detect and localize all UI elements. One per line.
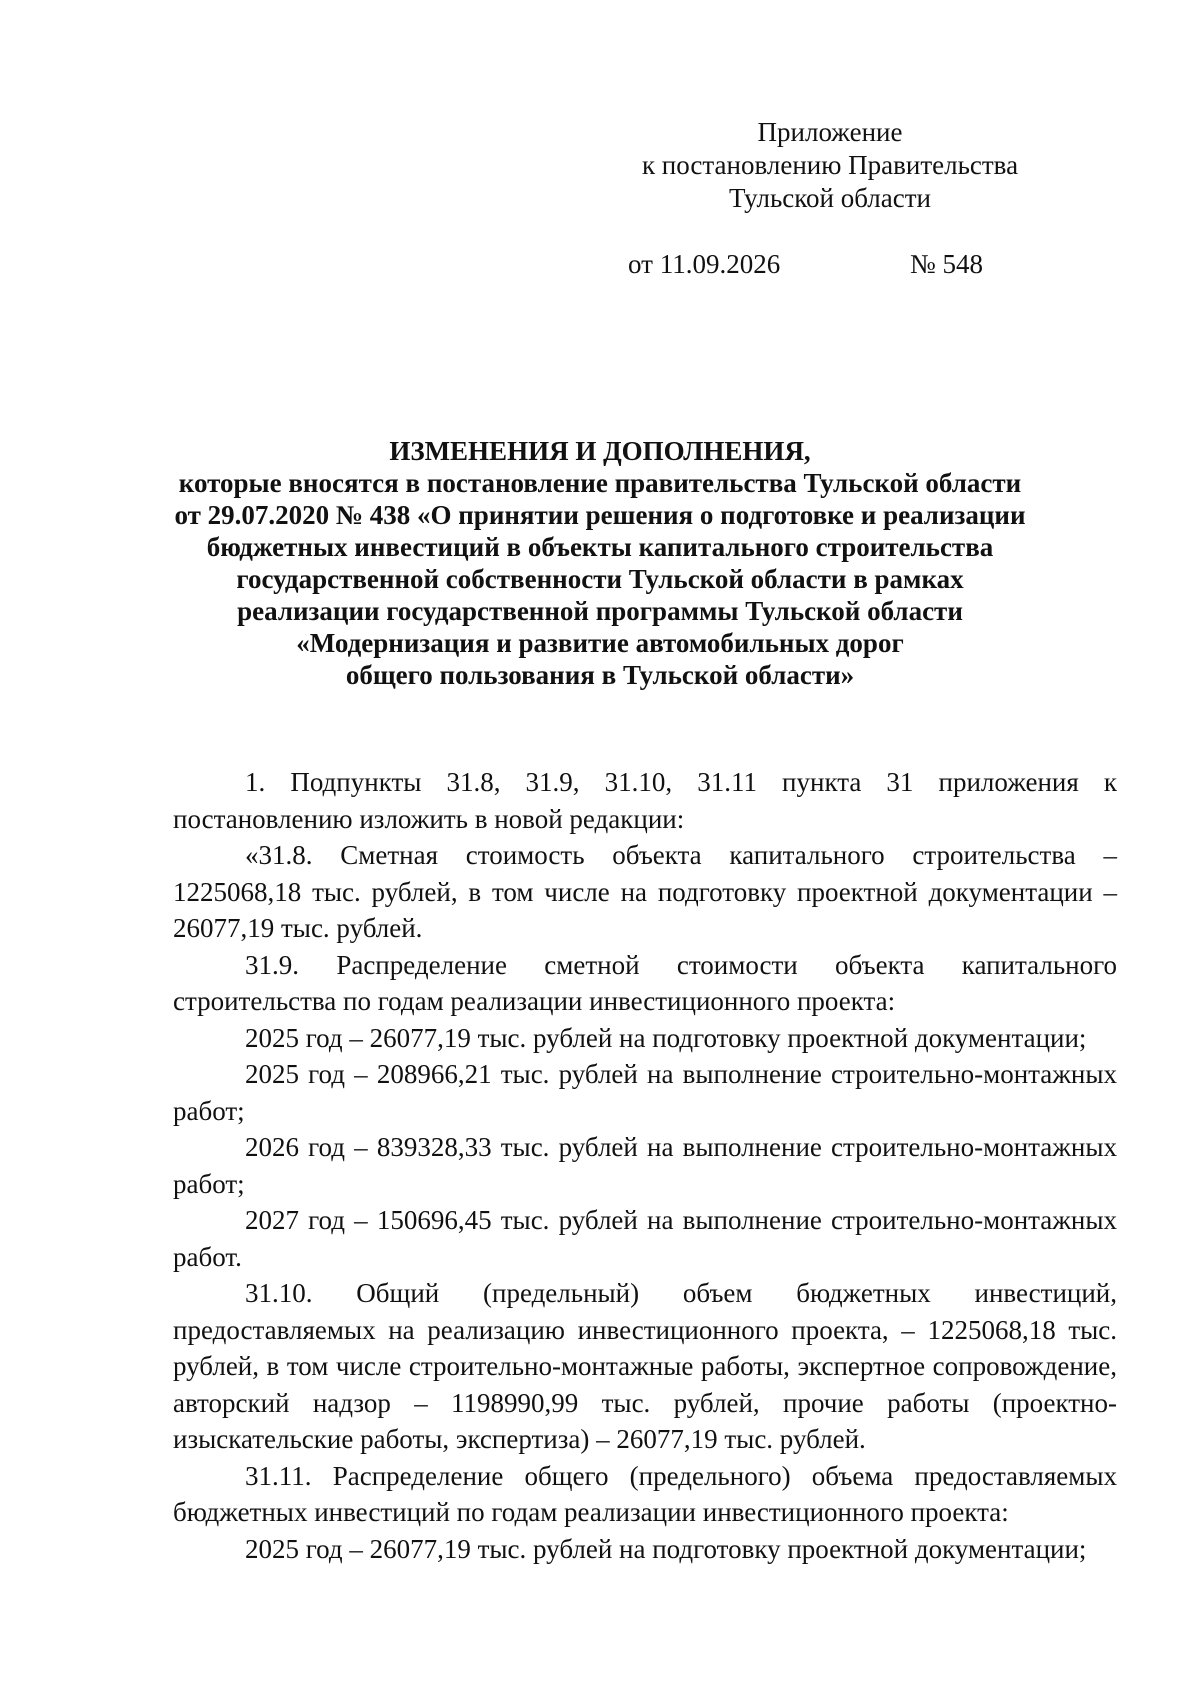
body-paragraph: 2026 год – 839328,33 тыс. рублей на выполнение строительно-монтажных работ; bbox=[173, 1132, 1117, 1199]
title-line: «Модернизация и развитие автомобильных дорог bbox=[296, 628, 904, 658]
resolution-number: № 548 bbox=[910, 249, 984, 279]
appendix-label: Приложение bbox=[757, 117, 903, 147]
title-line: от 29.07.2020 № 438 «О принятии решения о подготовке и реализации bbox=[174, 500, 1026, 530]
body-paragraph: 31.9. Распределение сметной стоимости объекта капитального строительства по годам реализации инвестиционного проекта: bbox=[173, 949, 1117, 1016]
title-line: которые вносятся в постановление правительства Тульской области bbox=[178, 468, 1022, 498]
body-paragraph: 31.11. Распределение общего (предельного) объема предоставляемых бюджетных инвестиций по годам реализации инвестиционного проекта: bbox=[173, 1460, 1117, 1527]
body-paragraph: 2025 год – 26077,19 тыс. рублей на подготовку проектной документации; bbox=[245, 1022, 1087, 1053]
body-paragraph: 2027 год – 150696,45 тыс. рублей на выполнение строительно-монтажных работ. bbox=[173, 1205, 1117, 1272]
title-line: реализации государственной программы Тульской области bbox=[237, 596, 963, 626]
resolution-date: от 11.09.2026 bbox=[628, 249, 781, 279]
body-paragraph: 31.10. Общий (предельный) объем бюджетных инвестиций, предоставляемых на реализацию инвестиционного проекта, – 1225068,18 тыс. рублей, в том числе строительно-монтажные работы, экспертное сопровождение, авторский надзор – 1198990,99 тыс. рублей, прочие работы (проектно-изыскательские работы, экспертиза) – 26077,19 тыс. рублей. bbox=[173, 1278, 1117, 1454]
body-paragraph: «31.8. Сметная стоимость объекта капитального строительства – 1225068,18 тыс. рублей, в том числе на подготовку проектной документации – 26077,19 тыс. рублей. bbox=[173, 840, 1117, 943]
body-paragraph: 2025 год – 208966,21 тыс. рублей на выполнение строительно-монтажных работ; bbox=[173, 1059, 1117, 1126]
body-paragraph: 2025 год – 26077,19 тыс. рублей на подготовку проектной документации; bbox=[245, 1533, 1087, 1564]
appendix-header bbox=[600, 116, 1060, 215]
title-line: бюджетных инвестиций в объекты капитального строительства bbox=[206, 532, 994, 562]
title-line: общего пользования в Тульской области» bbox=[345, 660, 855, 690]
appendix-region: Тульской области bbox=[729, 183, 931, 213]
document-title bbox=[120, 435, 1080, 691]
document-body bbox=[173, 764, 1117, 1567]
appendix-reference: к постановлению Правительства bbox=[641, 150, 1019, 180]
body-paragraph: 1. Подпункты 31.8, 31.9, 31.10, 31.11 пункта 31 приложения к постановлению изложить в новой редакции: bbox=[173, 767, 1117, 834]
title-line: ИЗМЕНЕНИЯ И ДОПОЛНЕНИЯ, bbox=[389, 436, 811, 466]
title-line: государственной собственности Тульской области в рамках bbox=[236, 564, 964, 594]
